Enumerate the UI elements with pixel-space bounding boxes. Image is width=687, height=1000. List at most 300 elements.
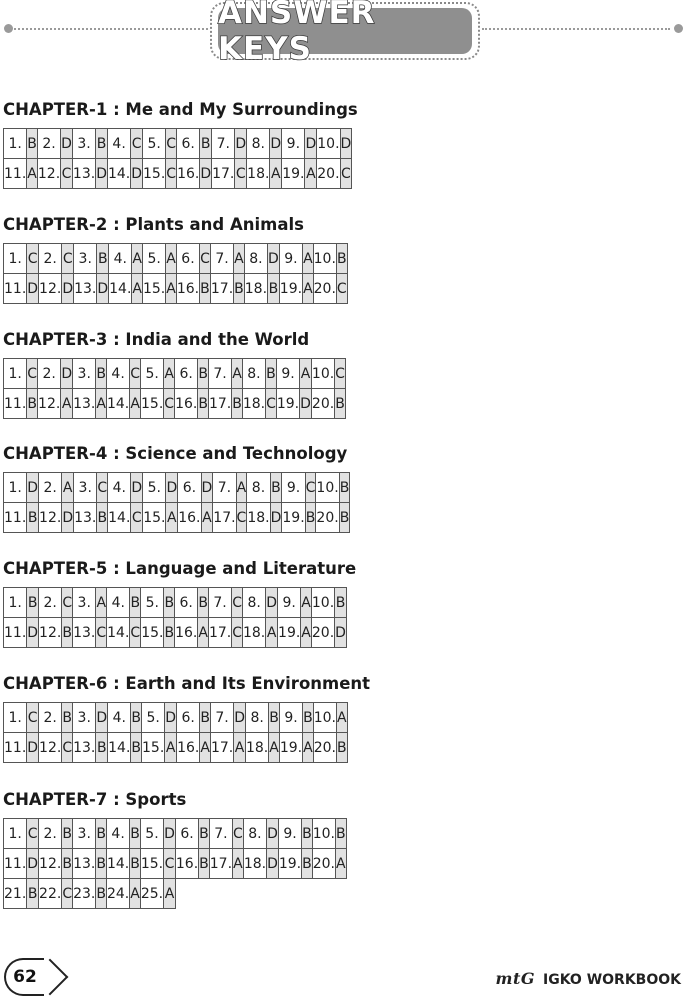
answer-cell: D xyxy=(166,473,178,503)
answer-cell: B xyxy=(62,849,73,879)
question-number: 16. xyxy=(178,503,201,533)
question-number: 18. xyxy=(245,733,268,763)
answer-cell: A xyxy=(300,359,312,389)
question-number: 16. xyxy=(175,849,198,879)
answer-cell: B xyxy=(303,703,314,733)
question-number: 6. xyxy=(177,703,200,733)
question-number: 7. xyxy=(210,703,233,733)
question-number: 6. xyxy=(177,129,200,159)
chapter-title: CHAPTER-3 : India and the World xyxy=(3,330,310,349)
answer-row xyxy=(4,733,348,763)
answer-cell: D xyxy=(62,503,74,533)
answer-cell: A xyxy=(132,274,143,304)
question-number: 19. xyxy=(276,389,299,419)
question-number: 12. xyxy=(39,849,62,879)
page-title: ANSWER KEYS xyxy=(218,0,376,67)
question-number: 19. xyxy=(279,274,302,304)
answer-cell: A xyxy=(96,588,107,618)
answer-cell: A xyxy=(234,244,245,274)
question-number: 2. xyxy=(39,819,62,849)
answer-cell: B xyxy=(130,819,141,849)
answer-cell: B xyxy=(336,819,347,849)
answer-cell: C xyxy=(62,879,73,909)
page-number: 62 xyxy=(13,967,37,987)
question-number: 11. xyxy=(4,849,27,879)
answer-cell: C xyxy=(335,359,346,389)
answer-row xyxy=(4,159,352,189)
answer-cell: B xyxy=(131,733,142,763)
answer-cell: D xyxy=(267,819,279,849)
answer-cell: B xyxy=(305,503,316,533)
answer-cell: A xyxy=(336,849,347,879)
question-number: 18. xyxy=(247,503,270,533)
question-number: 11. xyxy=(4,733,27,763)
question-number: 17. xyxy=(210,274,233,304)
answer-cell: A xyxy=(130,879,141,909)
answer-row xyxy=(4,588,347,618)
answer-cell: D xyxy=(61,359,73,389)
question-number: 8. xyxy=(243,819,266,849)
question-number: 13. xyxy=(72,159,95,189)
question-number: 15. xyxy=(140,849,163,879)
question-number: 9. xyxy=(282,473,305,503)
answer-cell: B xyxy=(200,703,211,733)
answer-cell: A xyxy=(233,849,244,879)
question-number: 2. xyxy=(38,359,61,389)
answer-cell: B xyxy=(96,879,107,909)
answer-cell: A xyxy=(236,473,247,503)
answer-cell: A xyxy=(270,159,282,189)
empty-cell xyxy=(302,879,313,909)
answer-cell: A xyxy=(232,359,243,389)
question-number: 3. xyxy=(73,819,96,849)
question-number: 10. xyxy=(311,588,334,618)
answer-table xyxy=(3,128,352,189)
question-number: 20. xyxy=(313,733,336,763)
answer-cell: A xyxy=(301,588,312,618)
answer-cell: B xyxy=(302,819,313,849)
question-number: 4. xyxy=(106,819,129,849)
answer-cell: C xyxy=(232,618,243,648)
answer-cell: D xyxy=(305,129,317,159)
question-number: 16. xyxy=(175,389,198,419)
answer-cell: B xyxy=(96,733,108,763)
answer-cell: B xyxy=(337,733,348,763)
answer-cell: D xyxy=(270,129,282,159)
question-number: 5. xyxy=(143,473,166,503)
answer-cell: D xyxy=(61,129,73,159)
answer-cell: B xyxy=(339,473,350,503)
question-number: 8. xyxy=(244,244,267,274)
title-banner xyxy=(210,0,480,67)
answer-cell: D xyxy=(267,849,279,879)
question-number: 18. xyxy=(242,618,265,648)
question-number: 19. xyxy=(278,618,301,648)
question-number: 12. xyxy=(39,733,62,763)
answer-row xyxy=(4,129,352,159)
answer-row xyxy=(4,849,347,879)
answer-cell: D xyxy=(27,274,39,304)
question-number: 9. xyxy=(278,819,301,849)
answer-cell: D xyxy=(96,159,108,189)
answer-cell: B xyxy=(335,588,347,618)
question-number: 2. xyxy=(39,244,62,274)
answer-cell: A xyxy=(266,618,278,648)
answer-cell: B xyxy=(266,359,277,389)
answer-row xyxy=(4,359,346,389)
question-number: 9. xyxy=(278,588,301,618)
answer-cell: B xyxy=(27,503,39,533)
answer-row xyxy=(4,244,348,274)
question-number: 2. xyxy=(39,473,62,503)
question-number: 7. xyxy=(210,244,233,274)
answer-cell: A xyxy=(164,879,176,909)
question-number: 13. xyxy=(73,389,96,419)
answer-cell: D xyxy=(268,244,280,274)
question-number: 10. xyxy=(313,703,336,733)
answer-cell: B xyxy=(130,588,141,618)
answer-cell: D xyxy=(300,389,312,419)
answer-cell: C xyxy=(200,244,211,274)
answer-cell: C xyxy=(166,159,177,189)
question-number: 4. xyxy=(107,588,130,618)
question-number: 1. xyxy=(4,703,27,733)
question-number: 7. xyxy=(208,359,231,389)
answer-cell: C xyxy=(164,849,176,879)
answer-cell: B xyxy=(62,618,73,648)
page-number-badge xyxy=(4,958,44,996)
question-number: 11. xyxy=(4,389,27,419)
answer-cell: C xyxy=(235,159,247,189)
answer-row xyxy=(4,473,350,503)
answer-cell: C xyxy=(27,359,38,389)
question-number: 12. xyxy=(37,159,60,189)
question-number: 1. xyxy=(4,588,27,618)
answer-cell: C xyxy=(96,618,107,648)
chapter-title: CHAPTER-2 : Plants and Animals xyxy=(3,215,304,234)
question-number: 11. xyxy=(4,503,27,533)
question-number: 1. xyxy=(4,359,27,389)
question-number: 7. xyxy=(209,819,232,849)
answer-cell: D xyxy=(201,473,213,503)
answer-cell: B xyxy=(96,849,107,879)
answer-cell: C xyxy=(340,159,352,189)
answer-cell: A xyxy=(166,244,177,274)
answer-table xyxy=(3,818,347,909)
question-number: 15. xyxy=(142,274,165,304)
title-banner-fill xyxy=(218,0,472,67)
answer-cell: A xyxy=(305,159,317,189)
question-number: 13. xyxy=(74,503,97,533)
answer-cell: B xyxy=(336,244,347,274)
question-number: 14. xyxy=(107,159,130,189)
question-number: 13. xyxy=(74,274,97,304)
question-number: 19. xyxy=(282,503,305,533)
question-number: 6. xyxy=(178,473,201,503)
answer-cell: B xyxy=(200,129,212,159)
answer-cell: B xyxy=(62,819,73,849)
question-number: 18. xyxy=(242,389,265,419)
question-number: 2. xyxy=(39,703,62,733)
answer-cell: D xyxy=(200,159,212,189)
question-number: 6. xyxy=(175,588,198,618)
answer-cell: A xyxy=(165,733,177,763)
question-number: 16. xyxy=(177,733,200,763)
answer-cell: A xyxy=(166,503,178,533)
question-number: 5. xyxy=(142,244,165,274)
empty-cell xyxy=(243,879,266,909)
answer-table xyxy=(3,702,348,763)
answer-row xyxy=(4,819,347,849)
question-number: 7. xyxy=(213,473,236,503)
answer-cell: D xyxy=(96,703,108,733)
empty-cell xyxy=(312,879,335,909)
question-number: 18. xyxy=(243,849,266,879)
question-number: 7. xyxy=(212,129,235,159)
answer-table xyxy=(3,358,346,419)
question-number: 10. xyxy=(313,244,336,274)
answer-cell: C xyxy=(266,389,277,419)
question-number: 20. xyxy=(312,849,335,879)
answer-table xyxy=(3,472,350,533)
question-number: 17. xyxy=(208,618,231,648)
question-number: 14. xyxy=(107,618,130,648)
footer-brand xyxy=(496,969,681,988)
answer-cell: C xyxy=(166,129,177,159)
answer-cell: B xyxy=(97,503,108,533)
answer-cell: B xyxy=(27,129,38,159)
answer-cell: D xyxy=(165,703,177,733)
question-number: 19. xyxy=(279,733,302,763)
question-number: 16. xyxy=(175,618,198,648)
question-number: 22. xyxy=(39,879,62,909)
answer-cell: B xyxy=(130,849,141,879)
answer-cell: C xyxy=(131,503,143,533)
answer-cell: B xyxy=(164,588,175,618)
answer-cell: A xyxy=(303,274,314,304)
question-number: 10. xyxy=(317,129,340,159)
answer-cell: A xyxy=(62,473,74,503)
question-number: 13. xyxy=(73,849,96,879)
answer-cell: C xyxy=(27,703,39,733)
answer-cell: B xyxy=(232,389,243,419)
empty-cell xyxy=(233,879,244,909)
answer-row xyxy=(4,879,347,909)
answer-cell: C xyxy=(62,588,73,618)
question-number: 20. xyxy=(311,389,334,419)
question-number: 4. xyxy=(106,359,129,389)
header-rule-left xyxy=(14,28,208,30)
answer-cell: C xyxy=(62,244,74,274)
answer-cell: B xyxy=(199,849,210,879)
answer-cell: B xyxy=(97,244,109,274)
empty-cell xyxy=(336,879,347,909)
answer-cell: B xyxy=(268,274,280,304)
question-number: 3. xyxy=(73,588,96,618)
answer-cell: C xyxy=(61,159,73,189)
question-number: 20. xyxy=(316,503,339,533)
question-number: 14. xyxy=(108,503,131,533)
answer-cell: A xyxy=(130,389,141,419)
answer-cell: B xyxy=(302,849,313,879)
question-number: 3. xyxy=(74,244,97,274)
question-number: 14. xyxy=(106,849,129,879)
answer-cell: A xyxy=(301,618,312,648)
question-number: 3. xyxy=(74,473,97,503)
question-number: 15. xyxy=(143,503,166,533)
answer-cell: B xyxy=(27,588,39,618)
question-number: 5. xyxy=(141,359,164,389)
answer-cell: D xyxy=(27,849,39,879)
question-number: 1. xyxy=(4,129,27,159)
answer-cell: D xyxy=(235,129,247,159)
question-number: 18. xyxy=(247,159,270,189)
question-number: 18. xyxy=(244,274,267,304)
chapter-title: CHAPTER-4 : Science and Technology xyxy=(3,444,348,463)
question-number: 19. xyxy=(282,159,305,189)
question-number: 9. xyxy=(282,129,305,159)
answer-cell: C xyxy=(130,359,141,389)
empty-cell xyxy=(278,879,301,909)
question-number: 17. xyxy=(208,389,231,419)
question-number: 5. xyxy=(140,819,163,849)
answer-cell: A xyxy=(164,359,175,389)
answer-cell: C xyxy=(131,129,143,159)
question-number: 20. xyxy=(313,274,336,304)
answer-row xyxy=(4,389,346,419)
question-number: 9. xyxy=(279,703,302,733)
question-number: 5. xyxy=(141,588,164,618)
question-number: 16. xyxy=(177,159,200,189)
answer-cell: D xyxy=(27,473,39,503)
answer-cell: D xyxy=(164,819,176,849)
answer-cell: B xyxy=(269,703,280,733)
question-number: 13. xyxy=(73,733,96,763)
question-number: 16. xyxy=(176,274,199,304)
question-number: 5. xyxy=(143,129,166,159)
question-number: 23. xyxy=(73,879,96,909)
answer-cell: A xyxy=(337,703,348,733)
question-number: 4. xyxy=(108,473,131,503)
question-number: 10. xyxy=(311,359,334,389)
answer-cell: B xyxy=(62,703,73,733)
question-number: 7. xyxy=(208,588,231,618)
question-number: 14. xyxy=(106,389,129,419)
answer-cell: A xyxy=(132,244,143,274)
empty-cell xyxy=(199,879,210,909)
question-number: 24. xyxy=(106,879,129,909)
answer-cell: B xyxy=(96,819,107,849)
question-number: 1. xyxy=(4,819,27,849)
chapter-title: CHAPTER-1 : Me and My Surroundings xyxy=(3,100,358,119)
answer-cell: D xyxy=(270,503,282,533)
empty-cell xyxy=(267,879,279,909)
mtg-logo: mtG xyxy=(495,969,535,988)
answer-cell: B xyxy=(27,879,39,909)
question-number: 2. xyxy=(37,129,60,159)
question-number: 4. xyxy=(107,129,130,159)
question-number: 5. xyxy=(142,703,165,733)
answer-cell: D xyxy=(131,159,143,189)
answer-cell: C xyxy=(233,819,244,849)
answer-cell: A xyxy=(166,274,177,304)
answer-cell: D xyxy=(131,473,143,503)
answer-cell: C xyxy=(232,588,243,618)
answer-cell: D xyxy=(335,618,347,648)
question-number: 14. xyxy=(109,274,132,304)
answer-row xyxy=(4,274,348,304)
question-number: 8. xyxy=(247,473,270,503)
question-number: 3. xyxy=(73,703,96,733)
answer-cell: D xyxy=(266,588,278,618)
chapter-title: CHAPTER-6 : Earth and Its Environment xyxy=(3,674,371,693)
answer-cell: D xyxy=(234,703,246,733)
question-number: 12. xyxy=(39,618,62,648)
answer-cell: A xyxy=(234,733,246,763)
empty-cell xyxy=(175,879,198,909)
answer-cell: A xyxy=(200,733,211,763)
question-number: 25. xyxy=(140,879,163,909)
question-number: 11. xyxy=(4,159,27,189)
question-number: 3. xyxy=(73,359,96,389)
question-number: 11. xyxy=(4,274,27,304)
question-number: 13. xyxy=(73,618,96,648)
question-number: 8. xyxy=(245,703,268,733)
question-number: 8. xyxy=(247,129,270,159)
answer-cell: A xyxy=(96,389,107,419)
question-number: 1. xyxy=(4,244,27,274)
answer-cell: B xyxy=(335,389,346,419)
answer-cell: A xyxy=(201,503,213,533)
question-number: 9. xyxy=(276,359,299,389)
question-number: 17. xyxy=(213,503,236,533)
answer-row xyxy=(4,618,347,648)
question-number: 1. xyxy=(4,473,27,503)
question-number: 17. xyxy=(210,733,233,763)
answer-cell: C xyxy=(305,473,316,503)
question-number: 8. xyxy=(242,359,265,389)
question-number: 6. xyxy=(175,819,198,849)
question-number: 17. xyxy=(209,849,232,879)
answer-cell: B xyxy=(339,503,350,533)
book-title: IGKO WORKBOOK xyxy=(543,972,681,988)
answer-row xyxy=(4,703,348,733)
question-number: 2. xyxy=(39,588,62,618)
answer-cell: B xyxy=(96,359,107,389)
answer-cell: B xyxy=(234,274,245,304)
answer-table xyxy=(3,243,348,304)
question-number: 3. xyxy=(72,129,95,159)
answer-cell: B xyxy=(198,588,209,618)
answer-cell: C xyxy=(236,503,247,533)
answer-cell: D xyxy=(27,618,39,648)
question-number: 8. xyxy=(242,588,265,618)
question-number: 19. xyxy=(278,849,301,879)
answer-table xyxy=(3,587,347,648)
answer-cell: A xyxy=(303,244,314,274)
answer-cell: B xyxy=(198,359,209,389)
answer-cell: C xyxy=(130,618,141,648)
question-number: 15. xyxy=(141,389,164,419)
question-number: 6. xyxy=(175,359,198,389)
answer-cell: B xyxy=(27,389,38,419)
answer-cell: A xyxy=(27,159,38,189)
answer-cell: A xyxy=(61,389,73,419)
answer-cell: C xyxy=(27,244,39,274)
question-number: 20. xyxy=(317,159,340,189)
answer-cell: A xyxy=(303,733,314,763)
question-number: 17. xyxy=(212,159,235,189)
